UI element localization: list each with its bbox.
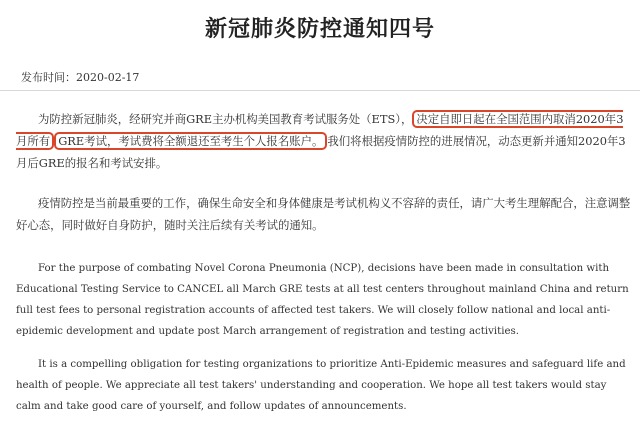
header-divider xyxy=(0,90,640,91)
publish-date: 2020-02-17 xyxy=(76,71,140,84)
paragraph-en-2 xyxy=(16,354,632,417)
paragraph-zh-1 xyxy=(16,108,632,174)
highlight-box-1: 决定自即日起在全国范围内取消2020年3月所有 xyxy=(16,112,624,148)
paragraph-zh-2-text: 疫情防控是当前最重要的工作，确保生命安全和身体健康是考试机构义不容辞的责任，请广大考生理解配合，注意调整好心态，同时做好自身防护，随时关注后续有关考试的通知。 xyxy=(16,196,631,232)
paragraph-en-2-text: It is a compelling obligation for testing organizations to prioritize Anti-Epidemic measures and safeguard life and health of people. We appreciate all test takers' understanding and cooperation. We hope all test takers would stay calm and take good care of yourself, and follow updates of announcements. xyxy=(16,359,626,412)
publish-meta xyxy=(21,69,139,85)
paragraph-zh-1-text-a: 为防控新冠肺炎，经研究并商GRE主办机构美国教育考试服务处（ETS）， xyxy=(38,112,413,126)
paragraph-zh-1-text-b: 我们将根据疫情防控的进展情况，动态更新并通知2020年3月后GRE的报名和考试安排。 xyxy=(16,134,626,170)
paragraph-en-1-text: For the purpose of combating Novel Corona Pneumonia (NCP), decisions have been made in consultation with Educational Testing Service to CANCEL all March GRE tests at all test centers throughout mainland China and return full test fees to personal registration accounts of affected test takers. We will closely follow national and local anti-epidemic development and update post March arrangement of registration and testing activities. xyxy=(16,263,629,337)
page-title: 新冠肺炎防控通知四号 xyxy=(204,16,435,42)
highlight-box-2: GRE考试，考试费将全额退还至考生个人报名账户。 xyxy=(54,132,327,150)
paragraph-zh-2 xyxy=(16,192,632,236)
publish-label: 发布时间： xyxy=(21,71,76,84)
paragraph-en-1 xyxy=(16,258,632,342)
